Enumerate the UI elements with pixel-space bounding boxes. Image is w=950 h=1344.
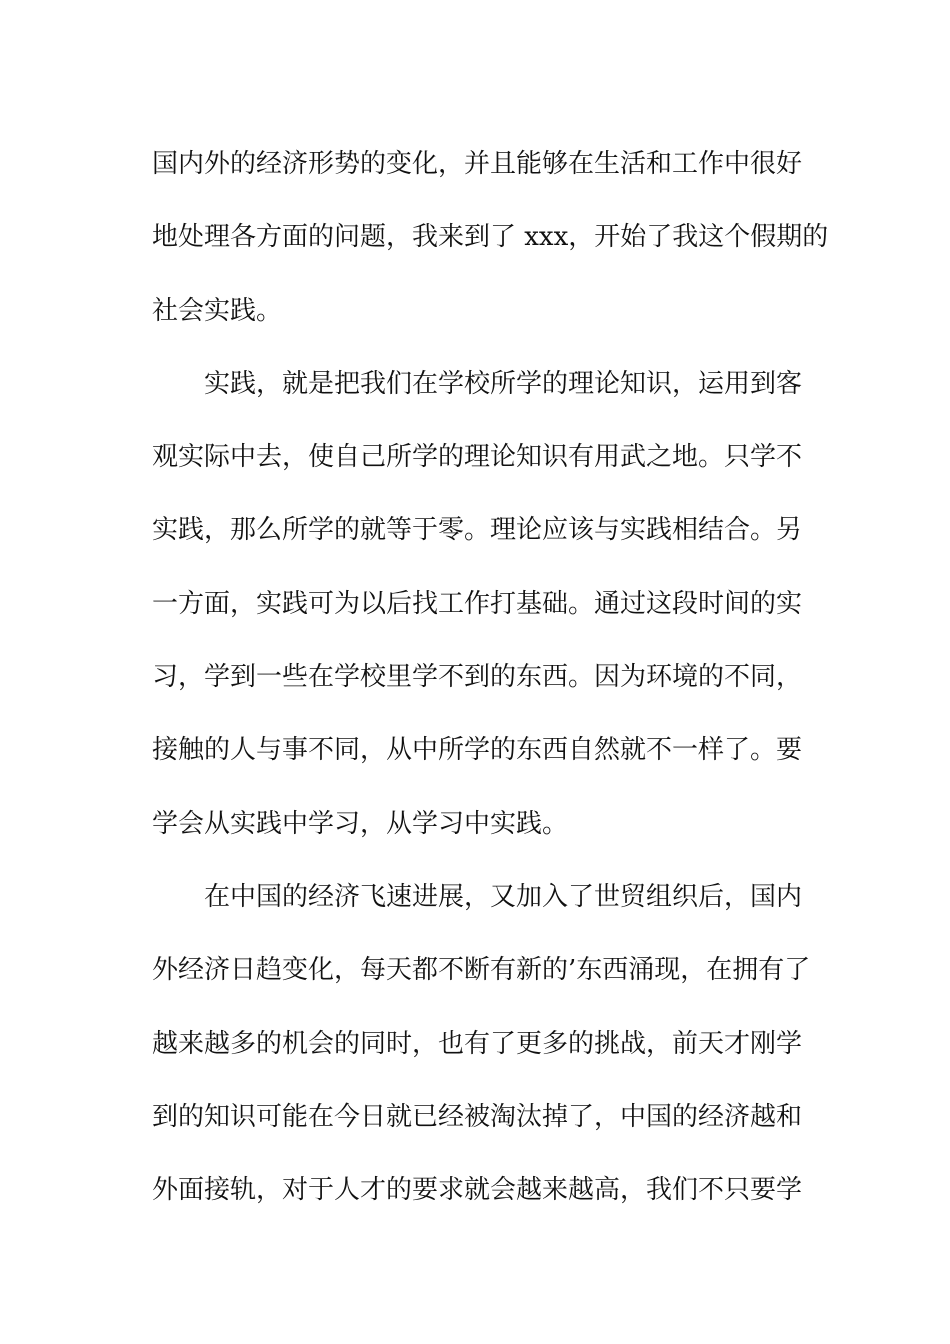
text-line: 外经济日趋变化，每天都不断有新的’东西涌现，在拥有了 (152, 955, 811, 986)
text-line: 习，学到一些在学校里学不到的东西。因为环境的不同， (152, 662, 803, 693)
text-line: 国内外的经济形势的变化，并且能够在生活和工作中很好 (152, 149, 803, 179)
text-line: 越来越多的机会的同时，也有了更多的挑战，前天才刚学 (152, 1028, 803, 1059)
text-line: 实践，那么所学的就等于零。理论应该与实践相结合。另 (152, 515, 803, 546)
text-line: 外面接轨，对于人才的要求就会越来越高，我们不只要学 (152, 1175, 803, 1206)
text-line: 观实际中去，使自己所学的理论知识有用武之地。只学不 (152, 442, 803, 473)
paragraph-start-line: 实践，就是把我们在学校所学的理论知识，运用到客 (204, 368, 803, 399)
text-line: 到的知识可能在今日就已经被淘汰掉了，中国的经济越和 (152, 1101, 803, 1132)
text-line: 社会实践。 (152, 295, 283, 326)
text-line: 一方面，实践可为以后找工作打基础。通过这段时间的实 (152, 588, 803, 619)
text-line: 地处理各方面的问题，我来到了 xxx，开始了我这个假期的 (152, 222, 829, 253)
text-line: 接触的人与事不同，从中所学的东西自然就不一样了。要 (152, 735, 803, 766)
paragraph-start-line: 在中国的经济飞速进展，又加入了世贸组织后，国内 (204, 881, 803, 912)
text-line: 学会从实践中学习，从学习中实践。 (152, 808, 569, 839)
body-text (152, 128, 829, 1227)
